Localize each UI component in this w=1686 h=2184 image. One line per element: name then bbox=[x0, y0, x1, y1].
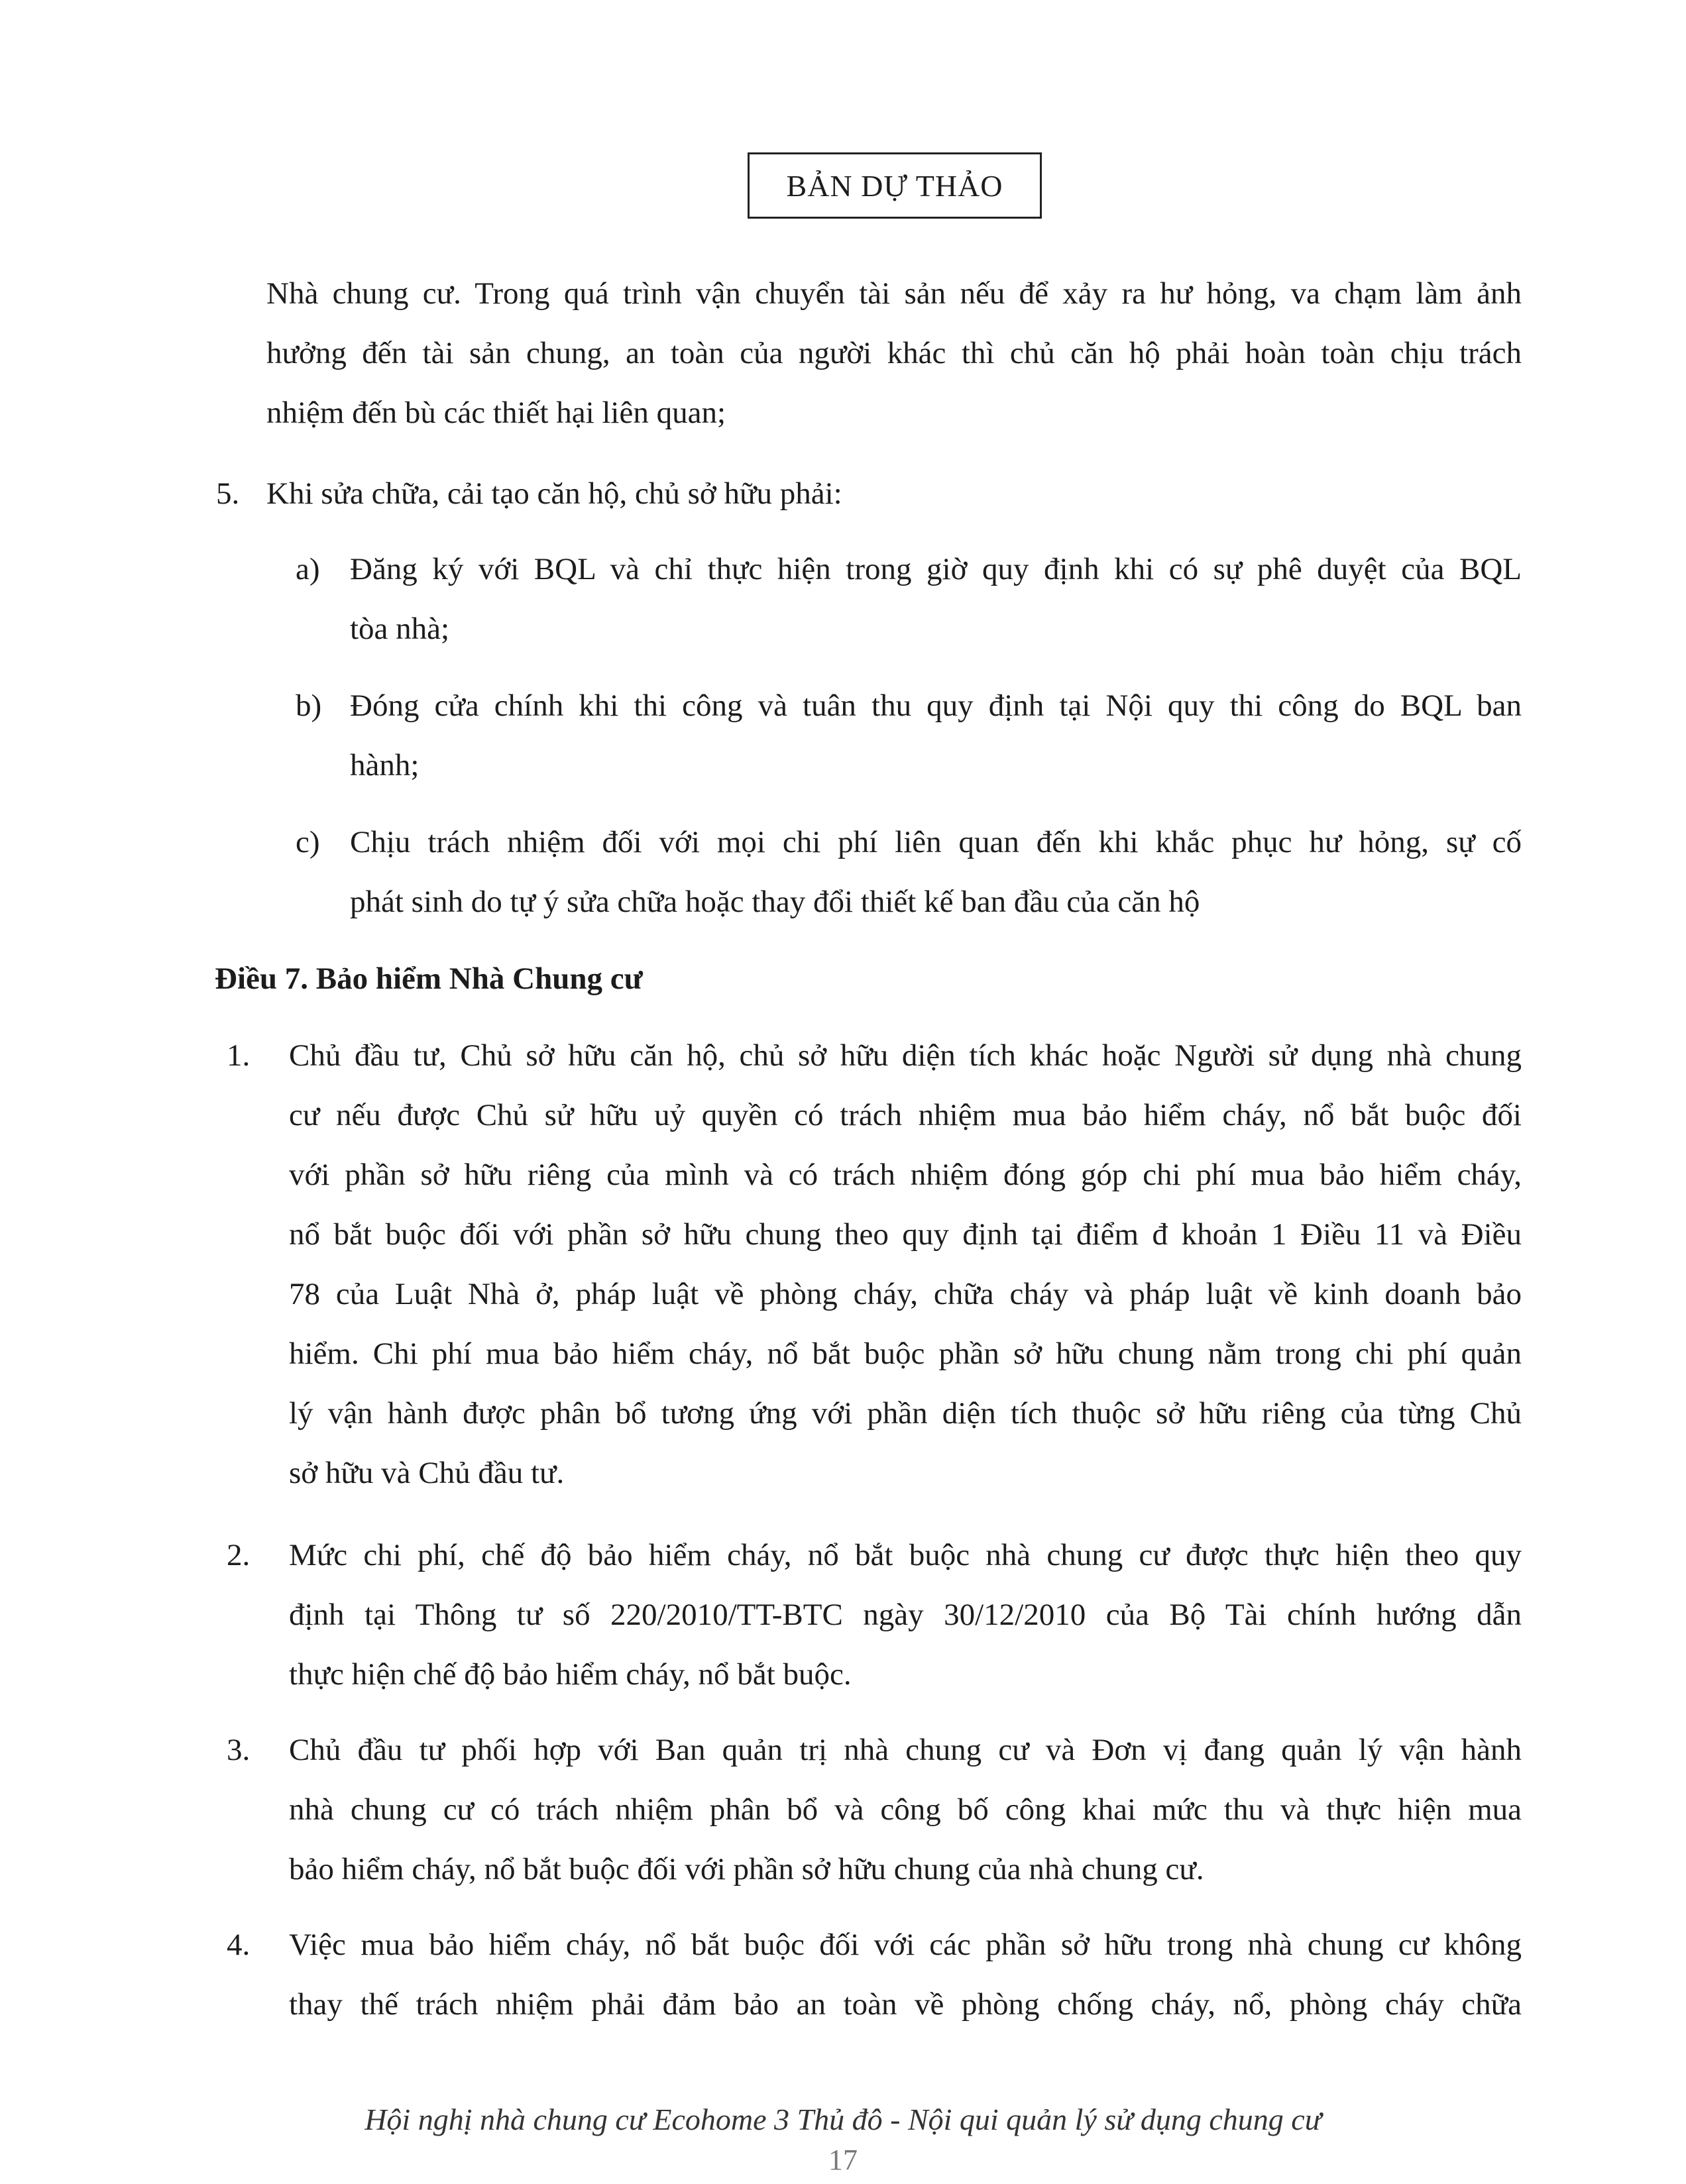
intro-line: Nhà chung cư. Trong quá trình vận chuyển tài sản nếu để xảy ra hư hỏng, va chạm làm ảnh bbox=[266, 276, 1522, 311]
subitem-label: a) bbox=[296, 552, 320, 586]
subitem-line: hành; bbox=[350, 748, 420, 783]
item-line: thay thế trách nhiệm phải đảm bảo an toàn về phòng chống cháy, nổ, phòng cháy chữa bbox=[289, 1987, 1522, 2022]
subitem-line: Đăng ký với BQL và chỉ thực hiện trong giờ quy định khi có sự phê duyệt của BQL bbox=[350, 552, 1522, 586]
intro-line: nhiệm đến bù các thiết hại liên quan; bbox=[266, 396, 726, 430]
subitem-line: phát sinh do tự ý sửa chữa hoặc thay đổi thiết kế ban đầu của căn hộ bbox=[350, 885, 1200, 919]
item-line: hiểm. Chi phí mua bảo hiểm cháy, nổ bắt buộc phần sở hữu chung nằm trong chi phí quản bbox=[289, 1337, 1522, 1371]
page-footer: Hội nghị nhà chung cư Ecohome 3 Thủ đô - Nội qui quản lý sử dụng chung cư bbox=[365, 2102, 1321, 2136]
item-number: 3. bbox=[227, 1733, 251, 1767]
item-number: 4. bbox=[227, 1928, 251, 1962]
subitem-line: Đóng cửa chính khi thi công và tuân thu quy định tại Nội quy thi công do BQL ban bbox=[350, 688, 1522, 723]
item-line: 78 của Luật Nhà ở, pháp luật về phòng cháy, chữa cháy và pháp luật về kinh doanh bảo bbox=[289, 1277, 1522, 1311]
item-number: 1. bbox=[227, 1038, 251, 1073]
item-line: với phần sở hữu riêng của mình và có trách nhiệm đóng góp chi phí mua bảo hiểm cháy, bbox=[289, 1158, 1522, 1192]
subitem-label: c) bbox=[296, 825, 320, 859]
subitem-line: tòa nhà; bbox=[350, 612, 450, 646]
draft-stamp: BẢN DỰ THẢO bbox=[748, 152, 1042, 219]
intro-line: hưởng đến tài sản chung, an toàn của người khác thì chủ căn hộ phải hoàn toàn chịu trách bbox=[266, 336, 1522, 370]
item-line: sở hữu và Chủ đầu tư. bbox=[289, 1456, 565, 1490]
item-line: bảo hiểm cháy, nổ bắt buộc đối với phần sở hữu chung của nhà chung cư. bbox=[289, 1852, 1204, 1886]
item-line: thực hiện chế độ bảo hiểm cháy, nổ bắt buộc. bbox=[289, 1657, 852, 1692]
subitem-label: b) bbox=[296, 688, 322, 723]
item-line: cư nếu được Chủ sử hữu uỷ quyền có trách nhiệm mua bảo hiểm cháy, nổ bắt buộc đối bbox=[289, 1098, 1522, 1132]
item-line: Chủ đầu tư phối hợp với Ban quản trị nhà chung cư và Đơn vị đang quản lý vận hành bbox=[289, 1733, 1522, 1767]
article-heading: Điều 7. Bảo hiểm Nhà Chung cư bbox=[215, 961, 643, 996]
item-line: nổ bắt buộc đối với phần sở hữu chung theo quy định tại điểm đ khoản 1 Điều 11 và Điều bbox=[289, 1217, 1522, 1252]
item-line: lý vận hành được phân bổ tương ứng với phần diện tích thuộc sở hữu riêng của từng Chủ bbox=[289, 1396, 1522, 1431]
item-line: Chủ đầu tư, Chủ sở hữu căn hộ, chủ sở hữu diện tích khác hoặc Người sử dụng nhà chung bbox=[289, 1038, 1522, 1073]
subitem-line: Chịu trách nhiệm đối với mọi chi phí liên quan đến khi khắc phục hư hỏng, sự cố bbox=[350, 825, 1522, 859]
item-line: định tại Thông tư số 220/2010/TT-BTC ngày 30/12/2010 của Bộ Tài chính hướng dẫn bbox=[289, 1598, 1522, 1632]
item-number: 2. bbox=[227, 1538, 251, 1572]
page-number: 17 bbox=[828, 2144, 858, 2176]
item-text: Khi sửa chữa, cải tạo căn hộ, chủ sở hữu phải: bbox=[266, 476, 842, 511]
item-line: Mức chi phí, chế độ bảo hiểm cháy, nổ bắt buộc nhà chung cư được thực hiện theo quy bbox=[289, 1538, 1522, 1572]
item-line: nhà chung cư có trách nhiệm phân bổ và công bố công khai mức thu và thực hiện mua bbox=[289, 1792, 1522, 1827]
item-line: Việc mua bảo hiểm cháy, nổ bắt buộc đối với các phần sở hữu trong nhà chung cư không bbox=[289, 1928, 1522, 1962]
item-number: 5. bbox=[216, 476, 240, 511]
